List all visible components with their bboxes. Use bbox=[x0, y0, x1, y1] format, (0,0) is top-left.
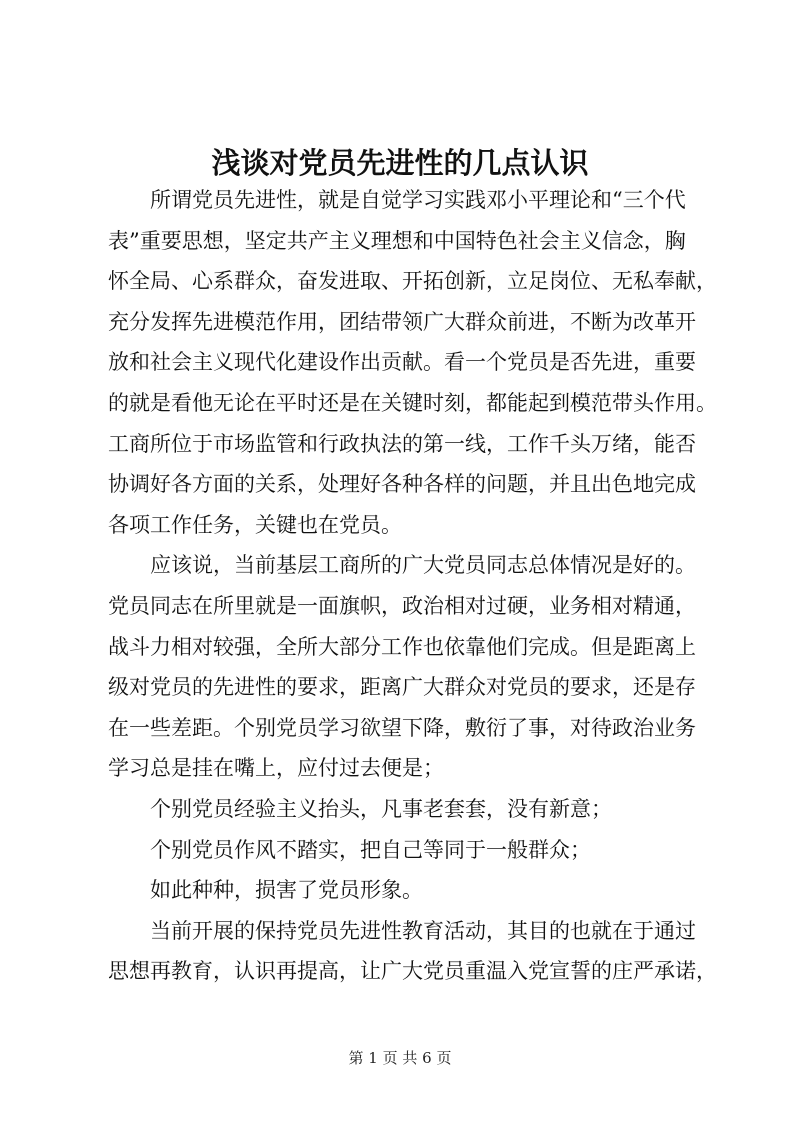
document-body bbox=[108, 180, 717, 992]
text-line: 思想再教育，认识再提高，让广大党员重温入党宣誓的庄严承诺， bbox=[108, 959, 717, 984]
text-line: 个别党员经验主义抬头，凡事老套套，没有新意； bbox=[150, 796, 612, 821]
text-line: 怀全局、心系群众，奋发进取、开拓创新，立足岗位、无私奉献， bbox=[108, 269, 717, 294]
text-line: 协调好各方面的关系，处理好各种各样的问题，并且出色地完成 bbox=[108, 472, 696, 497]
text-line: 的就是看他无论在平时还是在关键时刻，都能起到模范带头作用。 bbox=[108, 390, 717, 415]
text-line: 充分发挥先进模范作用，团结带领广大群众前进，不断为改革开 bbox=[108, 309, 696, 334]
text-line: 级对党员的先进性的要求，距离广大群众对党员的要求，还是存 bbox=[108, 675, 696, 700]
paragraph bbox=[108, 830, 706, 871]
page-footer: 第 1 页 共 6 页 bbox=[348, 1049, 452, 1067]
text-line: 战斗力相对较强，全所大部分工作也依靠他们完成。但是距离上 bbox=[108, 634, 696, 659]
paragraph bbox=[108, 870, 706, 911]
text-line: 当前开展的保持党员先进性教育活动，其目的也就在于通过 bbox=[150, 918, 696, 943]
paragraph bbox=[108, 545, 706, 789]
paragraph bbox=[108, 789, 706, 830]
paragraph bbox=[108, 911, 717, 992]
paragraph bbox=[108, 180, 717, 545]
text-line: 应该说，当前基层工商所的广大党员同志总体情况是好的。 bbox=[150, 553, 696, 578]
text-line: 如此种种，损害了党员形象。 bbox=[150, 878, 423, 903]
document-title: 浅谈对党员先进性的几点认识 bbox=[211, 146, 589, 180]
text-line: 表”重要思想，坚定共产主义理想和中国特色社会主义信念，胸 bbox=[108, 228, 686, 253]
text-line: 所谓党员先进性，就是自觉学习实践邓小平理论和“三个代 bbox=[150, 188, 686, 212]
text-line: 党员同志在所里就是一面旗帜，政治相对过硬，业务相对精通， bbox=[108, 593, 696, 618]
text-line: 在一些差距。个别党员学习欲望下降，敷衍了事，对待政治业务 bbox=[108, 715, 696, 740]
text-line: 各项工作任务，关键也在党员。 bbox=[108, 512, 402, 537]
text-line: 放和社会主义现代化建设作出贡献。看一个党员是否先进，重要 bbox=[108, 350, 696, 375]
text-line: 学习总是挂在嘴上，应付过去便是； bbox=[108, 756, 444, 781]
text-line: 工商所位于市场监管和行政执法的第一线，工作千头万绪，能否 bbox=[108, 431, 696, 456]
text-line: 个别党员作风不踏实，把自己等同于一般群众； bbox=[150, 837, 591, 862]
